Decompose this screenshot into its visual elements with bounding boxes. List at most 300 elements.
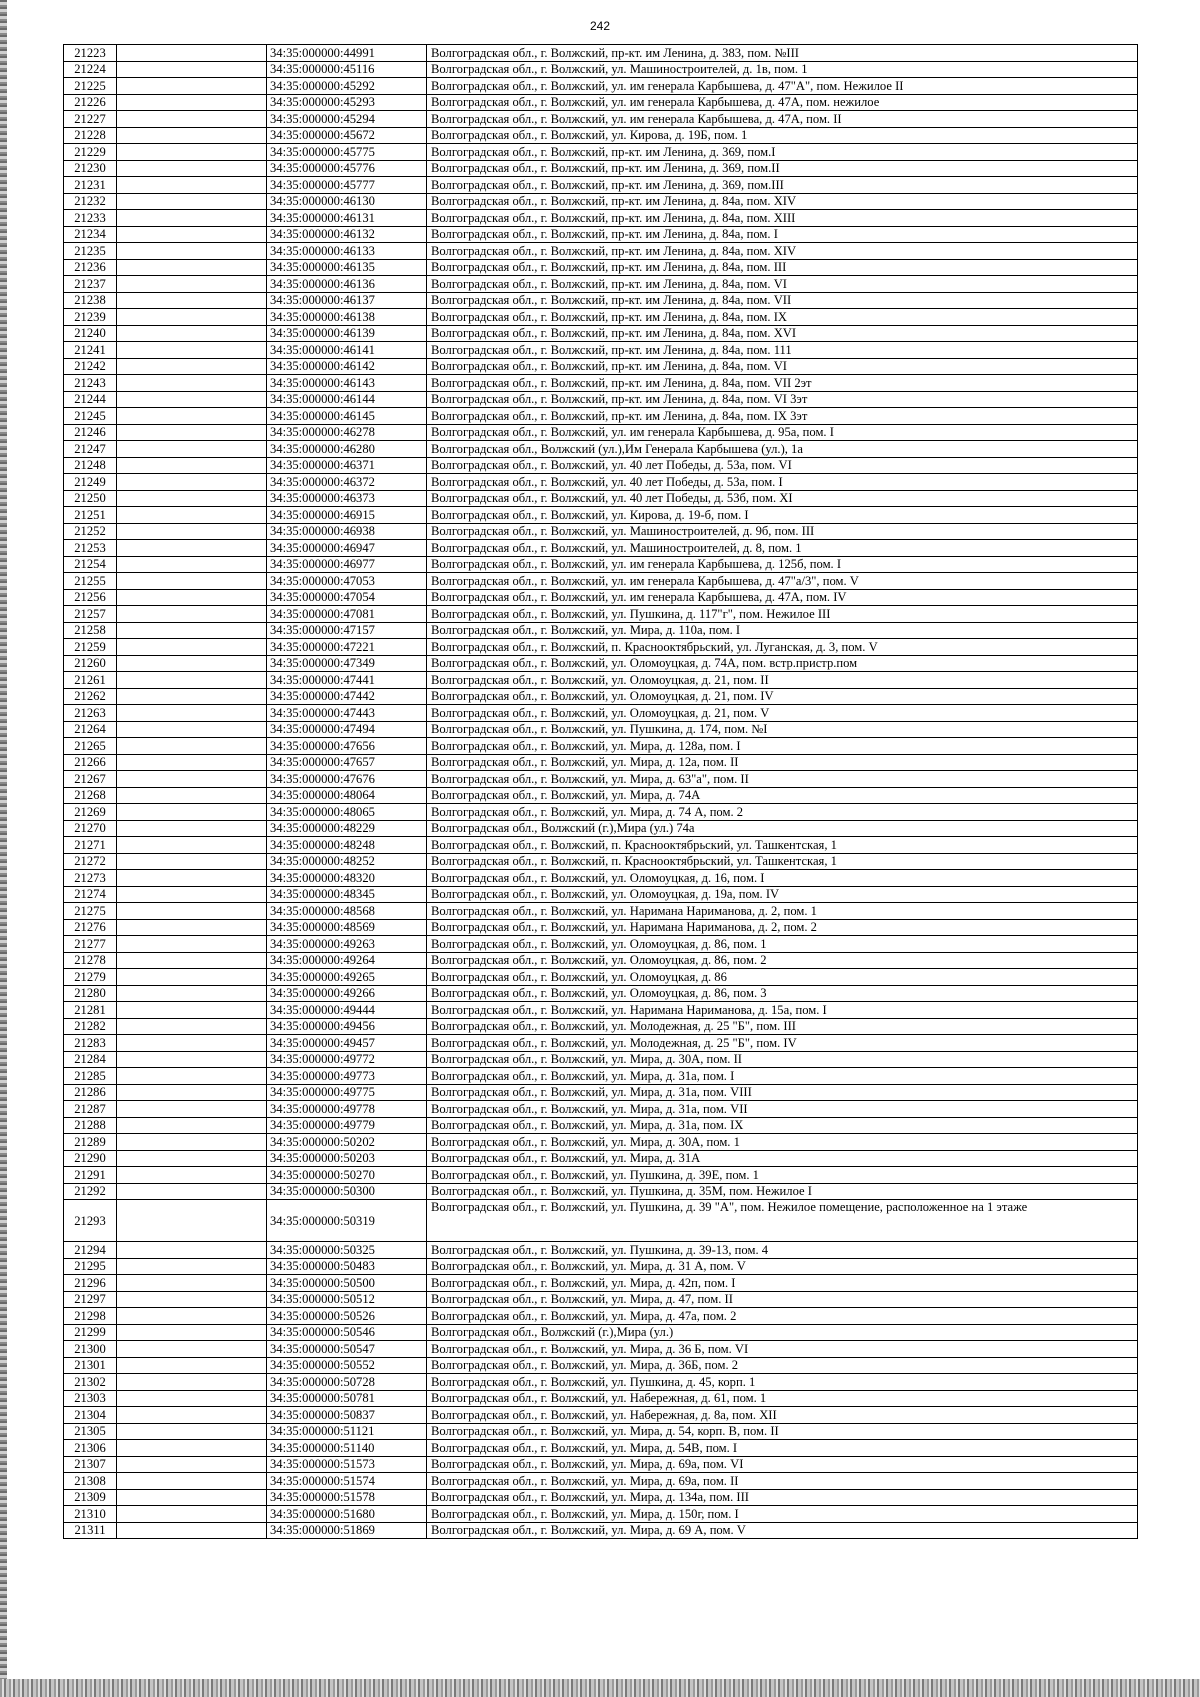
row-number-cell: 21250 — [64, 490, 117, 507]
cadastral-number-cell: 34:35:000000:48345 — [267, 886, 427, 903]
table-row — [64, 1291, 1138, 1308]
code-cell — [117, 1407, 267, 1424]
address-cell: Волгоградская обл., г. Волжский, ул. Пушкина, д. 39 "А", пом. Нежилое помещение, расположенное на 1 этаже — [427, 1200, 1138, 1242]
row-number-cell: 21260 — [64, 655, 117, 672]
table-row — [64, 870, 1138, 887]
code-cell — [117, 177, 267, 194]
table-row — [64, 1390, 1138, 1407]
table-row — [64, 886, 1138, 903]
code-cell — [117, 655, 267, 672]
row-number-cell: 21254 — [64, 556, 117, 573]
code-cell — [117, 193, 267, 210]
row-number-cell: 21293 — [64, 1200, 117, 1242]
code-cell — [117, 1242, 267, 1259]
address-cell: Волгоградская обл., г. Волжский, пр-кт. им Ленина, д. 84а, пом. XIV — [427, 193, 1138, 210]
row-number-cell: 21238 — [64, 292, 117, 309]
address-cell: Волгоградская обл., г. Волжский, ул. Наримана Нариманова, д. 2, пом. 1 — [427, 903, 1138, 920]
address-cell: Волгоградская обл., г. Волжский, ул. Мира, д. 47, пом. II — [427, 1291, 1138, 1308]
address-cell: Волгоградская обл., г. Волжский, пр-кт. им Ленина, д. 84а, пом. XVI — [427, 325, 1138, 342]
table-row — [64, 1308, 1138, 1325]
cadastral-number-cell: 34:35:000000:46280 — [267, 441, 427, 458]
address-cell: Волгоградская обл., г. Волжский, ул. 40 лет Победы, д. 53а, пом. VI — [427, 457, 1138, 474]
code-cell — [117, 391, 267, 408]
code-cell — [117, 490, 267, 507]
registry-table — [63, 44, 1138, 1539]
row-number-cell: 21259 — [64, 639, 117, 656]
table-row — [64, 292, 1138, 309]
cadastral-number-cell: 34:35:000000:45776 — [267, 160, 427, 177]
cadastral-number-cell: 34:35:000000:51573 — [267, 1456, 427, 1473]
address-cell: Волгоградская обл., г. Волжский, ул. Мира, д. 31а, пом. I — [427, 1068, 1138, 1085]
code-cell — [117, 1522, 267, 1539]
table-row — [64, 507, 1138, 524]
code-cell — [117, 375, 267, 392]
code-cell — [117, 771, 267, 788]
cadastral-number-cell: 34:35:000000:46373 — [267, 490, 427, 507]
row-number-cell: 21286 — [64, 1084, 117, 1101]
code-cell — [117, 1324, 267, 1341]
row-number-cell: 21227 — [64, 111, 117, 128]
address-cell: Волгоградская обл., г. Волжский, ул. Мира, д. 47а, пом. 2 — [427, 1308, 1138, 1325]
address-cell: Волгоградская обл., г. Волжский, п. Краснооктябрьский, ул. Ташкентская, 1 — [427, 837, 1138, 854]
row-number-cell: 21263 — [64, 705, 117, 722]
address-cell: Волгоградская обл., г. Волжский, пр-кт. им Ленина, д. 84а, пом. 111 — [427, 342, 1138, 359]
row-number-cell: 21234 — [64, 226, 117, 243]
code-cell — [117, 144, 267, 161]
code-cell — [117, 1456, 267, 1473]
cadastral-number-cell: 34:35:000000:47676 — [267, 771, 427, 788]
code-cell — [117, 903, 267, 920]
cadastral-number-cell: 34:35:000000:51869 — [267, 1522, 427, 1539]
row-number-cell: 21264 — [64, 721, 117, 738]
code-cell — [117, 639, 267, 656]
address-cell: Волгоградская обл., г. Волжский, ул. Мира, д. 12а, пом. II — [427, 754, 1138, 771]
table-row — [64, 1506, 1138, 1523]
table-row — [64, 474, 1138, 491]
row-number-cell: 21296 — [64, 1275, 117, 1292]
code-cell — [117, 1101, 267, 1118]
table-row — [64, 1324, 1138, 1341]
code-cell — [117, 886, 267, 903]
code-cell — [117, 1150, 267, 1167]
cadastral-number-cell: 34:35:000000:46144 — [267, 391, 427, 408]
address-cell: Волгоградская обл., г. Волжский, пр-кт. им Ленина, д. 84а, пом. IX — [427, 309, 1138, 326]
table-row — [64, 1357, 1138, 1374]
address-cell: Волгоградская обл., г. Волжский, ул. Мира, д. 30А, пом. II — [427, 1051, 1138, 1068]
address-cell: Волгоградская обл., Волжский (г.),Мира (ул.) 74а — [427, 820, 1138, 837]
row-number-cell: 21237 — [64, 276, 117, 293]
code-cell — [117, 705, 267, 722]
cadastral-number-cell: 34:35:000000:50781 — [267, 1390, 427, 1407]
code-cell — [117, 1018, 267, 1035]
code-cell — [117, 540, 267, 557]
address-cell: Волгоградская обл., г. Волжский, ул. Мира, д. 42п, пом. I — [427, 1275, 1138, 1292]
address-cell: Волгоградская обл., г. Волжский, ул. Машиностроителей, д. 1в, пом. 1 — [427, 61, 1138, 78]
code-cell — [117, 787, 267, 804]
address-cell: Волгоградская обл., г. Волжский, ул. Мира, д. 74А — [427, 787, 1138, 804]
row-number-cell: 21287 — [64, 1101, 117, 1118]
cadastral-number-cell: 34:35:000000:46133 — [267, 243, 427, 260]
code-cell — [117, 1200, 267, 1242]
code-cell — [117, 127, 267, 144]
table-row — [64, 1018, 1138, 1035]
row-number-cell: 21295 — [64, 1258, 117, 1275]
table-row — [64, 1150, 1138, 1167]
code-cell — [117, 1506, 267, 1523]
code-cell — [117, 837, 267, 854]
cadastral-number-cell: 34:35:000000:50203 — [267, 1150, 427, 1167]
cadastral-number-cell: 34:35:000000:48229 — [267, 820, 427, 837]
table-row — [64, 1242, 1138, 1259]
row-number-cell: 21226 — [64, 94, 117, 111]
table-row — [64, 787, 1138, 804]
address-cell: Волгоградская обл., г. Волжский, п. Краснооктябрьский, ул. Ташкентская, 1 — [427, 853, 1138, 870]
address-cell: Волгоградская обл., г. Волжский, ул. 40 лет Победы, д. 53а, пом. I — [427, 474, 1138, 491]
address-cell: Волгоградская обл., г. Волжский, ул. Оломоуцкая, д. 86, пом. 2 — [427, 952, 1138, 969]
cadastral-number-cell: 34:35:000000:46145 — [267, 408, 427, 425]
cadastral-number-cell: 34:35:000000:46915 — [267, 507, 427, 524]
row-number-cell: 21300 — [64, 1341, 117, 1358]
table-row — [64, 177, 1138, 194]
row-number-cell: 21279 — [64, 969, 117, 986]
cadastral-number-cell: 34:35:000000:46372 — [267, 474, 427, 491]
address-cell: Волгоградская обл., г. Волжский, ул. Мира, д. 36 Б, пом. VI — [427, 1341, 1138, 1358]
scan-edge-left — [0, 0, 7, 1697]
cadastral-number-cell: 34:35:000000:46977 — [267, 556, 427, 573]
cadastral-number-cell: 34:35:000000:51578 — [267, 1489, 427, 1506]
row-number-cell: 21311 — [64, 1522, 117, 1539]
address-cell: Волгоградская обл., г. Волжский, ул. Мира, д. 31а, пом. IX — [427, 1117, 1138, 1134]
cadastral-number-cell: 34:35:000000:45292 — [267, 78, 427, 95]
cadastral-number-cell: 34:35:000000:46135 — [267, 259, 427, 276]
row-number-cell: 21253 — [64, 540, 117, 557]
table-row — [64, 837, 1138, 854]
cadastral-number-cell: 34:35:000000:50483 — [267, 1258, 427, 1275]
row-number-cell: 21271 — [64, 837, 117, 854]
cadastral-number-cell: 34:35:000000:45116 — [267, 61, 427, 78]
table-row — [64, 622, 1138, 639]
cadastral-number-cell: 34:35:000000:47494 — [267, 721, 427, 738]
cadastral-number-cell: 34:35:000000:47442 — [267, 688, 427, 705]
address-cell: Волгоградская обл., г. Волжский, ул. Пушкина, д. 45, корп. 1 — [427, 1374, 1138, 1391]
row-number-cell: 21257 — [64, 606, 117, 623]
row-number-cell: 21267 — [64, 771, 117, 788]
cadastral-number-cell: 34:35:000000:50552 — [267, 1357, 427, 1374]
cadastral-number-cell: 34:35:000000:48065 — [267, 804, 427, 821]
code-cell — [117, 985, 267, 1002]
row-number-cell: 21310 — [64, 1506, 117, 1523]
table-row — [64, 259, 1138, 276]
code-cell — [117, 589, 267, 606]
table-row — [64, 771, 1138, 788]
code-cell — [117, 1473, 267, 1490]
table-row — [64, 78, 1138, 95]
cadastral-number-cell: 34:35:000000:45294 — [267, 111, 427, 128]
row-number-cell: 21290 — [64, 1150, 117, 1167]
table-row — [64, 1068, 1138, 1085]
cadastral-number-cell: 34:35:000000:48568 — [267, 903, 427, 920]
table-row — [64, 490, 1138, 507]
cadastral-number-cell: 34:35:000000:50728 — [267, 1374, 427, 1391]
row-number-cell: 21232 — [64, 193, 117, 210]
row-number-cell: 21278 — [64, 952, 117, 969]
table-row — [64, 424, 1138, 441]
row-number-cell: 21303 — [64, 1390, 117, 1407]
table-row — [64, 111, 1138, 128]
code-cell — [117, 1167, 267, 1184]
table-row — [64, 705, 1138, 722]
cadastral-number-cell: 34:35:000000:48252 — [267, 853, 427, 870]
cadastral-number-cell: 34:35:000000:46130 — [267, 193, 427, 210]
address-cell: Волгоградская обл., г. Волжский, ул. Мира, д. 69 А, пом. V — [427, 1522, 1138, 1539]
code-cell — [117, 969, 267, 986]
address-cell: Волгоградская обл., г. Волжский, ул. Оломоуцкая, д. 21, пом. IV — [427, 688, 1138, 705]
row-number-cell: 21309 — [64, 1489, 117, 1506]
address-cell: Волгоградская обл., г. Волжский, ул. им генерала Карбышева, д. 47А, пом. II — [427, 111, 1138, 128]
cadastral-number-cell: 34:35:000000:49775 — [267, 1084, 427, 1101]
row-number-cell: 21308 — [64, 1473, 117, 1490]
page-number: 242 — [589, 19, 611, 33]
code-cell — [117, 622, 267, 639]
code-cell — [117, 1134, 267, 1151]
address-cell: Волгоградская обл., г. Волжский, ул. Мира, д. 69а, пом. VI — [427, 1456, 1138, 1473]
row-number-cell: 21251 — [64, 507, 117, 524]
row-number-cell: 21297 — [64, 1291, 117, 1308]
address-cell: Волгоградская обл., г. Волжский, пр-кт. им Ленина, д. 84а, пом. XIII — [427, 210, 1138, 227]
cadastral-number-cell: 34:35:000000:45672 — [267, 127, 427, 144]
code-cell — [117, 474, 267, 491]
code-cell — [117, 276, 267, 293]
address-cell: Волгоградская обл., г. Волжский, ул. Мира, д. 128а, пом. I — [427, 738, 1138, 755]
table-row — [64, 556, 1138, 573]
table-row — [64, 1473, 1138, 1490]
table-row — [64, 1035, 1138, 1052]
cadastral-number-cell: 34:35:000000:46371 — [267, 457, 427, 474]
cadastral-number-cell: 34:35:000000:47081 — [267, 606, 427, 623]
table-row — [64, 606, 1138, 623]
address-cell: Волгоградская обл., г. Волжский, ул. Пушкина, д. 117"г", пом. Нежилое III — [427, 606, 1138, 623]
cadastral-number-cell: 34:35:000000:47157 — [267, 622, 427, 639]
table-row — [64, 441, 1138, 458]
address-cell: Волгоградская обл., Волжский (ул.),Им Генерала Карбышева (ул.), 1а — [427, 441, 1138, 458]
address-cell: Волгоградская обл., г. Волжский, ул. Мира, д. 54В, пом. I — [427, 1440, 1138, 1457]
row-number-cell: 21285 — [64, 1068, 117, 1085]
code-cell — [117, 226, 267, 243]
table-row — [64, 325, 1138, 342]
address-cell: Волгоградская обл., г. Волжский, ул. им генерала Карбышева, д. 47А, пом. IV — [427, 589, 1138, 606]
table-row — [64, 919, 1138, 936]
cadastral-number-cell: 34:35:000000:50546 — [267, 1324, 427, 1341]
code-cell — [117, 1258, 267, 1275]
address-cell: Волгоградская обл., г. Волжский, ул. Мира, д. 36Б, пом. 2 — [427, 1357, 1138, 1374]
row-number-cell: 21239 — [64, 309, 117, 326]
table-row — [64, 903, 1138, 920]
code-cell — [117, 573, 267, 590]
code-cell — [117, 1308, 267, 1325]
row-number-cell: 21246 — [64, 424, 117, 441]
code-cell — [117, 342, 267, 359]
code-cell — [117, 936, 267, 953]
cadastral-number-cell: 34:35:000000:45775 — [267, 144, 427, 161]
address-cell: Волгоградская обл., г. Волжский, ул. Мира, д. 74 А, пом. 2 — [427, 804, 1138, 821]
address-cell: Волгоградская обл., г. Волжский, ул. им генерала Карбышева, д. 125б, пом. I — [427, 556, 1138, 573]
cadastral-number-cell: 34:35:000000:50319 — [267, 1200, 427, 1242]
code-cell — [117, 1183, 267, 1200]
row-number-cell: 21230 — [64, 160, 117, 177]
cadastral-number-cell: 34:35:000000:51680 — [267, 1506, 427, 1523]
cadastral-number-cell: 34:35:000000:50500 — [267, 1275, 427, 1292]
address-cell: Волгоградская обл., г. Волжский, ул. Пушкина, д. 35М, пом. Нежилое I — [427, 1183, 1138, 1200]
address-cell: Волгоградская обл., г. Волжский, ул. Мира, д. 30А, пом. 1 — [427, 1134, 1138, 1151]
cadastral-number-cell: 34:35:000000:47441 — [267, 672, 427, 689]
address-cell: Волгоградская обл., г. Волжский, ул. Оломоуцкая, д. 74А, пом. встр.пристр.пом — [427, 655, 1138, 672]
address-cell: Волгоградская обл., г. Волжский, пр-кт. им Ленина, д. 369, пом.I — [427, 144, 1138, 161]
table-row — [64, 672, 1138, 689]
table-row — [64, 160, 1138, 177]
row-number-cell: 21294 — [64, 1242, 117, 1259]
cadastral-number-cell: 34:35:000000:46947 — [267, 540, 427, 557]
row-number-cell: 21277 — [64, 936, 117, 953]
address-cell: Волгоградская обл., г. Волжский, ул. Кирова, д. 19Б, пом. 1 — [427, 127, 1138, 144]
code-cell — [117, 1341, 267, 1358]
address-cell: Волгоградская обл., г. Волжский, пр-кт. им Ленина, д. 369, пом.III — [427, 177, 1138, 194]
row-number-cell: 21298 — [64, 1308, 117, 1325]
code-cell — [117, 1275, 267, 1292]
table-row — [64, 193, 1138, 210]
address-cell: Волгоградская обл., г. Волжский, ул. Мира, д. 69а, пом. II — [427, 1473, 1138, 1490]
table-row — [64, 721, 1138, 738]
cadastral-number-cell: 34:35:000000:50300 — [267, 1183, 427, 1200]
table-row — [64, 952, 1138, 969]
row-number-cell: 21258 — [64, 622, 117, 639]
table-row — [64, 1200, 1138, 1242]
cadastral-number-cell: 34:35:000000:50202 — [267, 1134, 427, 1151]
row-number-cell: 21235 — [64, 243, 117, 260]
address-cell: Волгоградская обл., г. Волжский, ул. Мира, д. 31 А, пом. V — [427, 1258, 1138, 1275]
table-row — [64, 754, 1138, 771]
address-cell: Волгоградская обл., г. Волжский, пр-кт. им Ленина, д. 84а, пом. VII 2эт — [427, 375, 1138, 392]
code-cell — [117, 804, 267, 821]
row-number-cell: 21236 — [64, 259, 117, 276]
address-cell: Волгоградская обл., г. Волжский, ул. Оломоуцкая, д. 86, пом. 1 — [427, 936, 1138, 953]
code-cell — [117, 1489, 267, 1506]
cadastral-number-cell: 34:35:000000:46131 — [267, 210, 427, 227]
table-row — [64, 342, 1138, 359]
row-number-cell: 21274 — [64, 886, 117, 903]
code-cell — [117, 1423, 267, 1440]
table-row — [64, 738, 1138, 755]
code-cell — [117, 523, 267, 540]
cadastral-number-cell: 34:35:000000:50837 — [267, 1407, 427, 1424]
table-row — [64, 1423, 1138, 1440]
table-row — [64, 804, 1138, 821]
table-row — [64, 969, 1138, 986]
table-row — [64, 375, 1138, 392]
row-number-cell: 21304 — [64, 1407, 117, 1424]
row-number-cell: 21249 — [64, 474, 117, 491]
table-row — [64, 1002, 1138, 1019]
row-number-cell: 21223 — [64, 45, 117, 62]
table-row — [64, 1341, 1138, 1358]
cadastral-number-cell: 34:35:000000:49265 — [267, 969, 427, 986]
row-number-cell: 21268 — [64, 787, 117, 804]
row-number-cell: 21241 — [64, 342, 117, 359]
address-cell: Волгоградская обл., г. Волжский, ул. Оломоуцкая, д. 21, пом. V — [427, 705, 1138, 722]
address-cell: Волгоградская обл., г. Волжский, ул. Пушкина, д. 39-13, пом. 4 — [427, 1242, 1138, 1259]
code-cell — [117, 457, 267, 474]
address-cell: Волгоградская обл., г. Волжский, ул. Оломоуцкая, д. 16, пом. I — [427, 870, 1138, 887]
cadastral-number-cell: 34:35:000000:47349 — [267, 655, 427, 672]
address-cell: Волгоградская обл., г. Волжский, ул. Мира, д. 31А — [427, 1150, 1138, 1167]
table-row — [64, 540, 1138, 557]
row-number-cell: 21240 — [64, 325, 117, 342]
row-number-cell: 21252 — [64, 523, 117, 540]
cadastral-number-cell: 34:35:000000:47443 — [267, 705, 427, 722]
row-number-cell: 21273 — [64, 870, 117, 887]
address-cell: Волгоградская обл., Волжский (г.),Мира (ул.) — [427, 1324, 1138, 1341]
code-cell — [117, 424, 267, 441]
row-number-cell: 21272 — [64, 853, 117, 870]
table-row — [64, 573, 1138, 590]
code-cell — [117, 259, 267, 276]
row-number-cell: 21229 — [64, 144, 117, 161]
code-cell — [117, 738, 267, 755]
cadastral-number-cell: 34:35:000000:51140 — [267, 1440, 427, 1457]
cadastral-number-cell: 34:35:000000:50512 — [267, 1291, 427, 1308]
cadastral-number-cell: 34:35:000000:46278 — [267, 424, 427, 441]
cadastral-number-cell: 34:35:000000:50547 — [267, 1341, 427, 1358]
code-cell — [117, 111, 267, 128]
code-cell — [117, 1084, 267, 1101]
row-number-cell: 21266 — [64, 754, 117, 771]
table-row — [64, 688, 1138, 705]
table-row — [64, 655, 1138, 672]
row-number-cell: 21280 — [64, 985, 117, 1002]
row-number-cell: 21245 — [64, 408, 117, 425]
table-row — [64, 1456, 1138, 1473]
cadastral-number-cell: 34:35:000000:46138 — [267, 309, 427, 326]
address-cell: Волгоградская обл., г. Волжский, пр-кт. им Ленина, д. 369, пом.II — [427, 160, 1138, 177]
row-number-cell: 21305 — [64, 1423, 117, 1440]
cadastral-number-cell: 34:35:000000:46132 — [267, 226, 427, 243]
cadastral-number-cell: 34:35:000000:47656 — [267, 738, 427, 755]
row-number-cell: 21306 — [64, 1440, 117, 1457]
code-cell — [117, 1068, 267, 1085]
address-cell: Волгоградская обл., г. Волжский, пр-кт. им Ленина, д. 84а, пом. VI — [427, 358, 1138, 375]
cadastral-number-cell: 34:35:000000:47221 — [267, 639, 427, 656]
table-row — [64, 1374, 1138, 1391]
table-row — [64, 1275, 1138, 1292]
code-cell — [117, 1051, 267, 1068]
cadastral-number-cell: 34:35:000000:49778 — [267, 1101, 427, 1118]
cadastral-number-cell: 34:35:000000:47054 — [267, 589, 427, 606]
address-cell: Волгоградская обл., г. Волжский, пр-кт. им Ленина, д. 84а, пом. VII — [427, 292, 1138, 309]
cadastral-number-cell: 34:35:000000:49772 — [267, 1051, 427, 1068]
address-cell: Волгоградская обл., г. Волжский, ул. Набережная, д. 8а, пом. XII — [427, 1407, 1138, 1424]
address-cell: Волгоградская обл., г. Волжский, ул. Наримана Нариманова, д. 15а, пом. I — [427, 1002, 1138, 1019]
code-cell — [117, 78, 267, 95]
cadastral-number-cell: 34:35:000000:46136 — [267, 276, 427, 293]
address-cell: Волгоградская обл., г. Волжский, ул. Мира, д. 110а, пом. I — [427, 622, 1138, 639]
code-cell — [117, 688, 267, 705]
table-row — [64, 853, 1138, 870]
table-row — [64, 226, 1138, 243]
address-cell: Волгоградская обл., г. Волжский, ул. Пушкина, д. 39Е, пом. 1 — [427, 1167, 1138, 1184]
cadastral-number-cell: 34:35:000000:49456 — [267, 1018, 427, 1035]
code-cell — [117, 507, 267, 524]
table-row — [64, 210, 1138, 227]
cadastral-number-cell: 34:35:000000:51121 — [267, 1423, 427, 1440]
